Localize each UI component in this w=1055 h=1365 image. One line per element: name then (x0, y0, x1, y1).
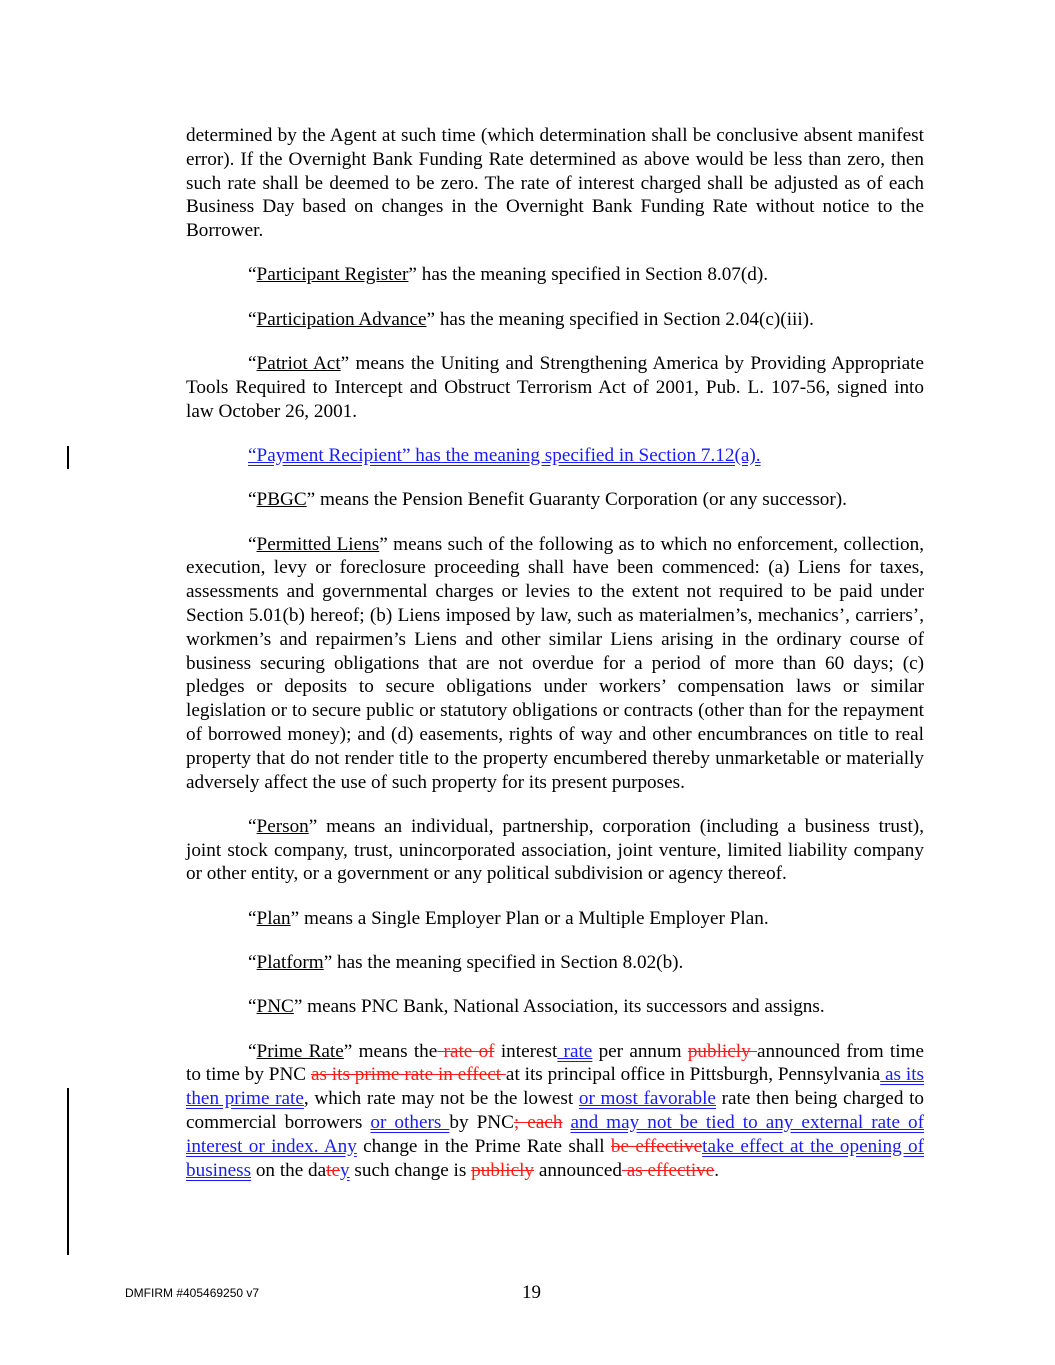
document-body (186, 124, 924, 1203)
deleted-text: rate of (437, 1040, 495, 1062)
change-bar (67, 446, 69, 469)
text-run: by PNC (449, 1112, 514, 1133)
text-run: rate then being charged to commercial borrowers (186, 1088, 924, 1133)
deleted-text: as effective (621, 1159, 715, 1181)
text-run: , which rate may not be the lowest (303, 1088, 579, 1110)
text-run: announced (534, 1159, 622, 1181)
deleted-text: te (326, 1159, 341, 1181)
inserted-text: and may not be tied to any external rate of interest or index. Any (186, 1112, 925, 1157)
defined-term: Prime Rate (256, 1040, 344, 1062)
inserted-text: take effect at the opening of business (186, 1135, 925, 1181)
inserted-text: y (340, 1159, 350, 1181)
defined-term: Plan (256, 907, 291, 929)
defined-term: Platform (256, 952, 324, 974)
definition-plan: “Plan” means a Single Employer Plan or a Multiple Employer Plan. (248, 907, 769, 929)
deleted-text: publicly (687, 1040, 757, 1062)
definition-pnc: “PNC” means PNC Bank, National Association, its successors and assigns. (248, 996, 825, 1018)
inserted-text: or most favorable (578, 1088, 716, 1110)
inserted-text: “Payment Recipient” has the meaning specified in Section 7.12(a). (248, 444, 761, 466)
page-number: 19 (522, 1282, 541, 1303)
text-run: at its principal office in Pittsburgh, Pennsylvania (505, 1064, 881, 1086)
definition-patriot-act: “Patriot Act” means the Uniting and Strengthening America by Providing Appropriate Tools Required to Intercept and Obstruct Terrorism Act of 2001, Pub. L. 107-56, signed into law October 26, 2001. (186, 353, 925, 422)
defined-term: PBGC (256, 489, 307, 511)
defined-term: Participant Register (256, 264, 409, 286)
definition-payment-recipient (186, 444, 924, 468)
text-run: change in the Prime Rate shall (356, 1135, 611, 1157)
defined-term: Participation Advance (256, 308, 427, 330)
definition-participation-advance: “Participation Advance” has the meaning specified in Section 2.04(c)(iii). (248, 308, 814, 330)
definition-participant-register: “Participant Register” has the meaning specified in Section 8.07(d). (248, 264, 769, 286)
deleted-text: be effective (610, 1135, 703, 1157)
deleted-text: ; each (513, 1112, 563, 1133)
definition-platform: “Platform” has the meaning specified in Section 8.02(b). (248, 952, 684, 974)
text-run: on the da (251, 1159, 327, 1181)
text-run: ” means the (343, 1040, 438, 1062)
deleted-text: as its prime rate in effect (310, 1064, 506, 1086)
text-run: such change is (349, 1159, 472, 1181)
footer-document-id: DMFIRM #405469250 v7 (125, 1286, 260, 1300)
definition-person: “Person” means an individual, partnership, corporation (including a business trust), joint stock company, trust, unincorporated association, joint venture, limited liability company or other entity, or a government or any political subdivision or agency thereof. (186, 815, 924, 885)
text-run: interest (494, 1040, 558, 1062)
defined-term: Permitted Liens (256, 533, 380, 555)
paragraph-continuation: determined by the Agent at such time (which determination shall be conclusive absent manifest error). If the Overnight Bank Funding Rate determined as above would be less than zero, then such rate shall be deemed to be zero. The rate of interest charged shall be adjusted as of each Business Day based on changes in the Overnight Bank Funding Rate without notice to the Borrower. (186, 125, 924, 242)
inserted-text: as its then prime rate (186, 1064, 925, 1110)
definition-prime-rate: “Prime Rate” means the rate of interest rate per annum publicly announced from time to time by PNC as its prime rate in effect at its principal office in Pittsburgh, Pennsylvania as its then prime rate, which rate may not be the lowest or most favorable rate then being charged to commercial borrowers or others by PNC; each and may not be tied to any external rate of interest or index. Any change in the Prime Rate shall be effectivetake effect at the opening of business on the datey such change is publicly announced as effective. (186, 1040, 925, 1181)
inserted-text: rate (557, 1040, 593, 1062)
deleted-text: publicly (471, 1159, 535, 1181)
definition-pbgc: “PBGC” means the Pension Benefit Guaranty Corporation (or any successor). (248, 489, 847, 511)
defined-term: Patriot Act (256, 353, 341, 375)
definition-permitted-liens: “Permitted Liens” means such of the following as to which no enforcement, collection, execution, levy or foreclosure proceeding shall have been commenced: (a) Liens for taxes, assessments and governmental charges or levies to the extent not required to be paid under Section 5.01(b) hereof; (b) Liens imposed by law, such as materialmen’s, mechanics’, carriers’, workmen’s and repairmen’s Liens and other similar Liens arising in the ordinary course of business securing obligations that are not overdue for a period of more than 60 days; (c) pledges or deposits to secure obligations under workers’ compensation laws or similar legislation or to secure public or statutory obligations or contracts (other than for the repayment of borrowed money); and (d) easements, rights of way and other encumbrances on title to real property that do not render title to the property encumbered thereby unmarketable or materially adversely affect the use of such property for its present purposes. (186, 533, 925, 793)
text-run: announced from time to time by PNC (186, 1040, 924, 1086)
inserted-text: or others (370, 1112, 450, 1133)
defined-term: Person (256, 815, 309, 837)
change-bar (67, 1088, 69, 1255)
text-run: per annum (592, 1040, 688, 1062)
text-run: . (714, 1159, 720, 1181)
defined-term: PNC (256, 996, 294, 1018)
